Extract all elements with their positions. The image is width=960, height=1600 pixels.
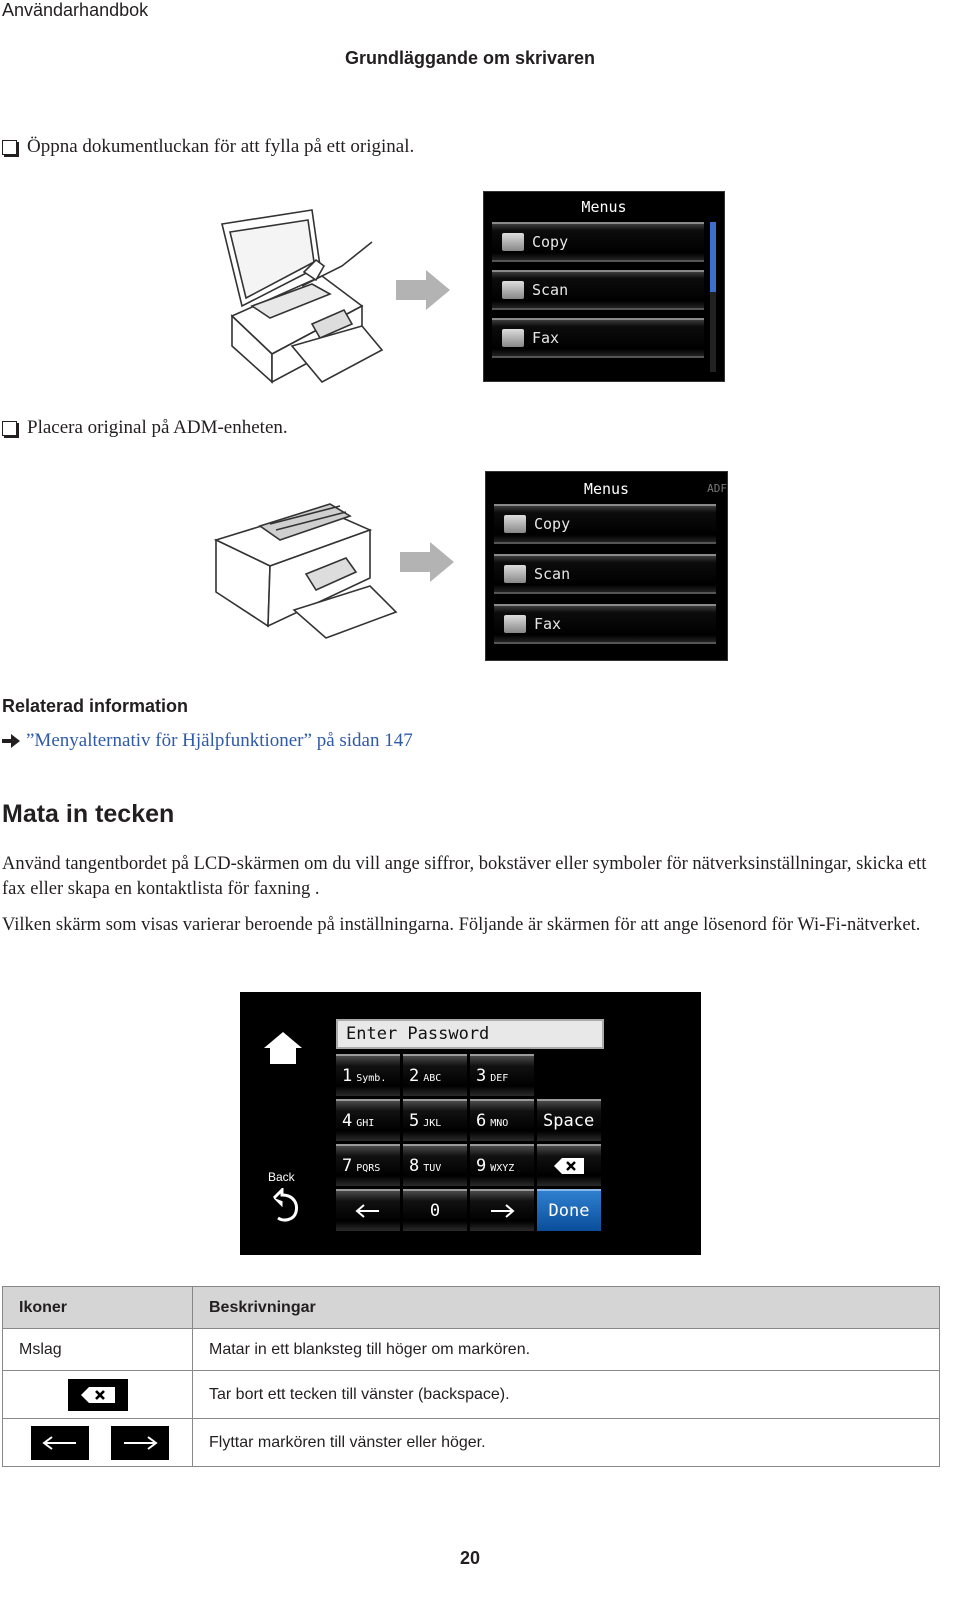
chapter-title: Grundläggande om skrivaren (344, 48, 596, 68)
icons-table (2, 1286, 940, 1467)
copy-icon (502, 233, 524, 251)
arrow-link-icon (2, 734, 20, 748)
menu-item-copy[interactable]: Copy (494, 504, 716, 544)
arrow-right-icon (111, 1426, 169, 1460)
menu-item-scan[interactable]: Scan (494, 554, 716, 594)
backspace-icon (68, 1379, 128, 1411)
related-info-link[interactable] (2, 730, 413, 752)
lcd-menus-adf-screen (485, 471, 728, 661)
arrow-left-icon (355, 1204, 381, 1218)
lcd-title: Menus (581, 198, 627, 216)
checkbox-bullet-icon (2, 421, 17, 436)
fax-icon (502, 329, 524, 347)
lcd-menus-screen (483, 191, 725, 382)
table-header-descriptions: Beskrivningar (193, 1287, 940, 1329)
arrow-right-icon (400, 542, 456, 582)
table-cell-desc: Tar bort ett tecken till vänster (backspace). (193, 1371, 940, 1419)
key-backspace[interactable] (537, 1144, 601, 1186)
table-header-icons: Ikoner (3, 1287, 193, 1329)
key-1[interactable]: 1 Symb. (336, 1054, 400, 1096)
key-4[interactable]: 4 GHI (336, 1099, 400, 1141)
scrollbar[interactable] (710, 222, 716, 372)
table-row (3, 1329, 940, 1371)
key-9[interactable]: 9 WXYZ (470, 1144, 534, 1186)
related-info-heading: Relaterad information (2, 696, 189, 716)
bullet-text: Öppna dokumentluckan för att fylla på ett original. (27, 136, 415, 157)
password-entry-screen (240, 992, 701, 1255)
bullet-text: Placera original på ADM-enheten. (27, 417, 288, 438)
menu-item-copy[interactable]: Copy (492, 222, 704, 262)
table-cell-icon: Mslag (3, 1329, 193, 1371)
table-cell-icon (3, 1371, 193, 1419)
back-icon[interactable] (268, 1188, 300, 1224)
scan-icon (504, 565, 526, 583)
key-arrow-left[interactable] (336, 1189, 400, 1231)
paragraph: Vilken skärm som visas varierar beroende på inställningarna. Följande är skärmen för att ange lösenord för Wi-Fi-nätverket. (2, 915, 921, 935)
section-title: Mata in tecken (2, 800, 175, 828)
menu-item-fax[interactable]: Fax (492, 318, 704, 358)
key-done[interactable]: Done (537, 1189, 601, 1231)
key-7[interactable]: 7 PQRS (336, 1144, 400, 1186)
table-cell-icon (3, 1419, 193, 1467)
key-space[interactable]: Space (537, 1099, 601, 1141)
home-icon[interactable] (262, 1030, 304, 1066)
scan-icon (502, 281, 524, 299)
printer-lid-open-illustration (212, 206, 388, 386)
menu-item-fax[interactable]: Fax (494, 604, 716, 644)
key-3[interactable]: 3 DEF (470, 1054, 534, 1096)
checkbox-bullet-icon (2, 140, 17, 155)
arrow-right-icon (396, 270, 452, 310)
key-8[interactable]: 8 TUV (403, 1144, 467, 1186)
copy-icon (504, 515, 526, 533)
bullet-item (2, 136, 414, 158)
arrow-left-icon (31, 1426, 89, 1460)
key-6[interactable]: 6 MNO (470, 1099, 534, 1141)
table-row (3, 1371, 940, 1419)
fax-icon (504, 615, 526, 633)
key-0[interactable]: 0 (403, 1189, 467, 1231)
paragraph: Använd tangentbordet på LCD-skärmen om du vill ange siffror, bokstäver eller symboler för nätverksinställningar, skicka ett fax eller skapa en kontaktlista för faxning . (2, 854, 927, 899)
manual-name: Användarhandbok (2, 0, 149, 20)
password-input[interactable]: Enter Password (336, 1019, 604, 1049)
back-label[interactable]: Back (268, 1170, 295, 1184)
page-number: 20 (459, 1548, 481, 1568)
key-2[interactable]: 2 ABC (403, 1054, 467, 1096)
adf-badge: ADF (707, 482, 727, 495)
related-link-text[interactable]: ”Menyalternativ för Hjälpfunktioner” på sidan 147 (26, 730, 413, 751)
table-cell-desc: Flyttar markören till vänster eller höger. (193, 1419, 940, 1467)
table-row (3, 1419, 940, 1467)
key-5[interactable]: 5 JKL (403, 1099, 467, 1141)
menu-item-scan[interactable]: Scan (492, 270, 704, 310)
backspace-icon (554, 1158, 584, 1174)
table-header-row (3, 1287, 940, 1329)
table-cell-desc: Matar in ett blanksteg till höger om markören. (193, 1329, 940, 1371)
printer-adf-illustration (210, 500, 400, 640)
key-arrow-right[interactable] (470, 1189, 534, 1231)
bullet-item (2, 417, 288, 439)
scrollbar-thumb[interactable] (710, 222, 716, 292)
lcd-title: Menus (583, 480, 630, 498)
arrow-right-icon (489, 1204, 515, 1218)
